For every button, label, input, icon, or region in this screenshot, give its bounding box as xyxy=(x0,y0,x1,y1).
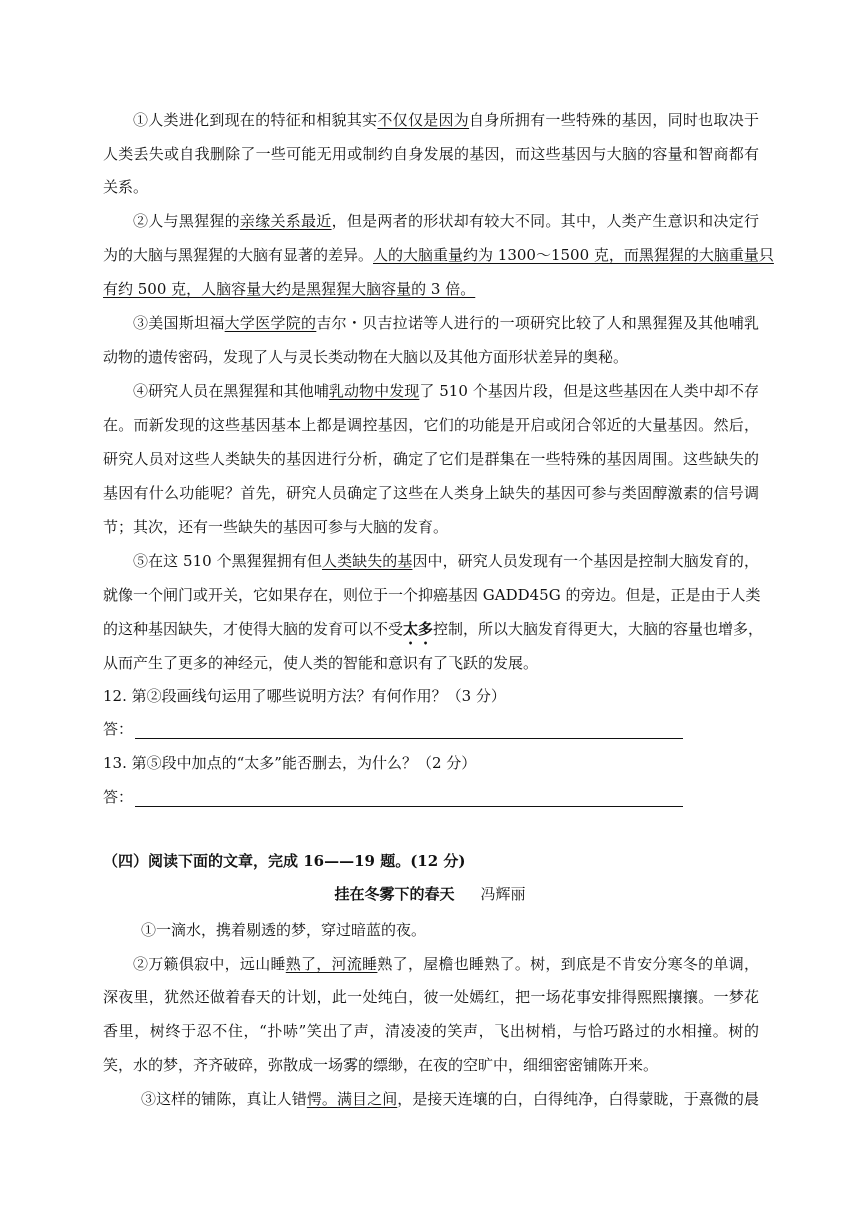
underlined-phrase: 不仅仅是因为 xyxy=(377,111,470,129)
s4-p2-line-1: ②万籁俱寂中，远山睡熟了，河流睡熟了，屋檐也睡熟了。树，到底是不肯安分寒冬的单调， xyxy=(133,955,759,973)
underlined-phrase: 人类缺失的基 xyxy=(322,552,413,570)
answer-blank-12[interactable] xyxy=(135,724,683,739)
p2-line-2: 为的大脑与黑猩猩的大脑有显著的差异。人的大脑重量约为 1300～1500 克，而黑猩猩的大脑重量只 xyxy=(103,246,774,264)
s4-p1: ①一滴水，携着剔透的梦，穿过暗蓝的夜。 xyxy=(141,921,427,939)
s4-p2-line-2: 深夜里，犹然还做着春天的计划，此一处纯白，彼一处嫣红，把一场花事安排得熙熙攘攘。一梦花 xyxy=(103,988,759,1006)
p4-line-2: 在。而新发现的这些基因基本上都是调控基因，它们的功能是开启或闭合邻近的大量基因。然后， xyxy=(103,416,759,434)
article-title: 挂在冬雾下的春天 xyxy=(334,885,455,903)
p1-line-1: ①人类进化到现在的特征和相貌其实不仅仅是因为自身所拥有一些特殊的基因，同时也取决于 xyxy=(133,111,759,129)
p3-line-2: 动物的遗传密码，发现了人与灵长类动物在大脑以及其他方面形状差异的奥秘。 xyxy=(103,348,629,366)
s4-p2-line-3: 香里，树终于忍不住，“扑哧”笑出了声，清凌凌的笑声，飞出树梢，与恰巧路过的水相撞。树的 xyxy=(103,1022,759,1040)
s4-p2-line-4: 笑，水的梦，齐齐破碎，弥散成一场雾的缥缈，在夜的空旷中，细细密密铺陈开来。 xyxy=(103,1056,659,1074)
s4-p3-line-1: ③这样的铺陈，真让人错愕。满目之间，是接天连壤的白，白得纯净，白得蒙眬，于熹微的晨 xyxy=(141,1090,759,1108)
p5-line-4: 从而产生了更多的神经元，使人类的智能和意识有了飞跃的发展。 xyxy=(103,654,539,672)
answer-13 xyxy=(103,787,759,807)
p4-line-5: 节；其次，还有一些缺失的基因可参与大脑的发育。 xyxy=(103,518,449,536)
question-12: 12. 第②段画线句运用了哪些说明方法？有何作用？（3 分） xyxy=(103,687,506,705)
p1-line-2: 人类丢失或自我删除了一些可能无用或制约自身发展的基因，而这些基因与大脑的容量和智商都有 xyxy=(103,145,759,163)
underlined-sentence: 人的大脑重量约为 1300～1500 克，而黑猩猩的大脑重量只 xyxy=(373,246,774,264)
p3-line-1: ③美国斯坦福大学医学院的吉尔・贝吉拉诺等人进行的一项研究比较了人和黑猩猩及其他哺乳 xyxy=(133,314,759,332)
dotted-word: 太多 xyxy=(403,620,434,638)
p4-line-3: 研究人员对这些人类缺失的基因进行分析，确定了它们是群集在一些特殊的基因周围。这些缺失的 xyxy=(103,450,759,468)
p1-line-3: 关系。 xyxy=(103,178,149,196)
p5-line-1: ⑤在这 510 个黑猩猩拥有但人类缺失的基因中，研究人员发现有一个基因是控制大脑发育的， xyxy=(133,552,759,570)
answer-blank-13[interactable] xyxy=(135,792,683,807)
article-author: 冯辉丽 xyxy=(480,885,526,903)
underlined-phrase: 乳动物中发现 xyxy=(328,382,420,400)
section-4-heading: （四）阅读下面的文章，完成 16——19 题。(12 分) xyxy=(103,852,466,870)
p5-line-2: 就像一个闸门或开关，它如果存在，则位于一个抑癌基因 GADD45G 的旁边。但是，正是由于人类 xyxy=(103,586,761,604)
article-title-line xyxy=(0,884,860,904)
p4-line-1: ④研究人员在黑猩猩和其他哺乳动物中发现了 510 个基因片段，但是这些基因在人类中却不存 xyxy=(133,382,759,400)
answer-12 xyxy=(103,719,759,739)
underlined-phrase: 熟了，河流睡 xyxy=(285,955,378,973)
p2-line-3 xyxy=(103,279,759,299)
answer-label: 答： xyxy=(103,788,134,806)
underlined-sentence: 有约 500 克，人脑容量大约是黑猩猩大脑容量的 3 倍。 xyxy=(103,280,476,298)
underlined-phrase: 愕。满目之间 xyxy=(306,1090,398,1108)
underlined-phrase: 亲缘关系最近 xyxy=(239,212,332,230)
answer-label: 答： xyxy=(103,720,134,738)
p4-line-4: 基因有什么功能呢？首先，研究人员确定了这些在人类身上缺失的基因可参与类固醇激素的信号调 xyxy=(103,484,759,502)
p5-line-3: 的这种基因缺失，才使得大脑的发育可以不受太多控制，所以大脑发育得更大，大脑的容量也增多， xyxy=(103,620,764,638)
p2-line-1: ②人与黑猩猩的亲缘关系最近，但是两者的形状却有较大不同。其中，人类产生意识和决定行 xyxy=(133,212,759,230)
underlined-phrase: 大学医学院的 xyxy=(224,314,317,332)
question-13: 13. 第⑤段中加点的“太多”能否删去，为什么？（2 分） xyxy=(103,754,477,772)
